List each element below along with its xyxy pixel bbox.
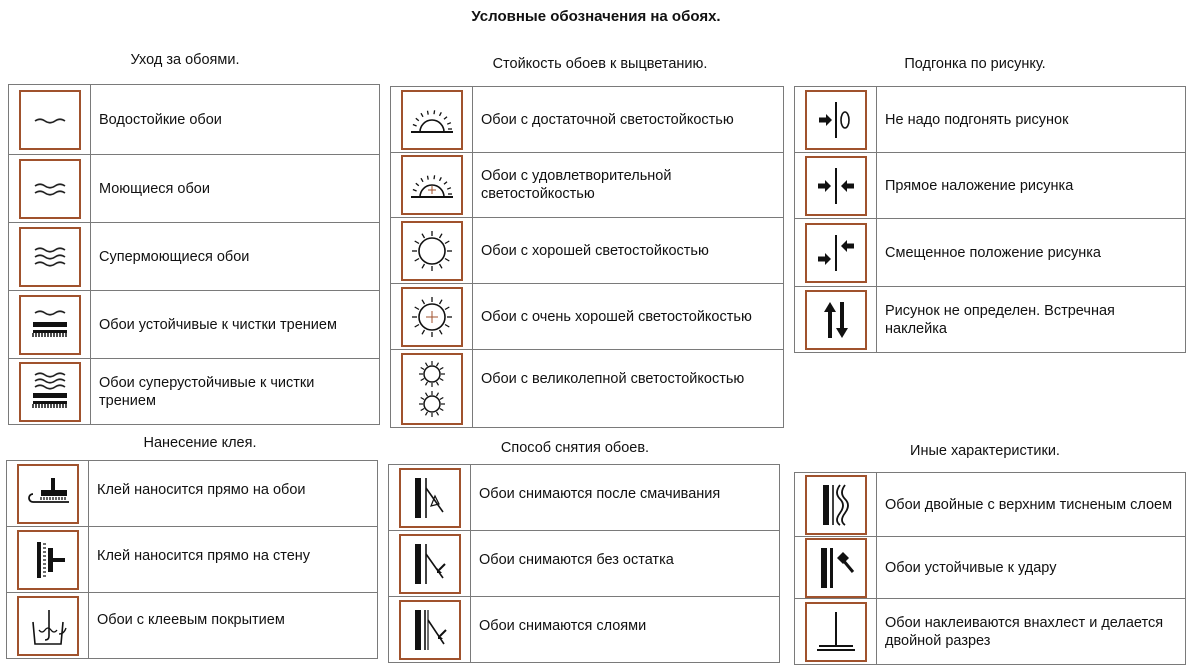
arrow-to-zero-icon — [805, 90, 867, 150]
table-row — [7, 461, 378, 527]
wave-brush-icon — [19, 295, 81, 355]
removal-table — [388, 464, 780, 663]
care-section-title: Уход за обоями. — [130, 52, 240, 68]
removal-section-title: Способ снятия обоев. — [500, 440, 650, 456]
legend-text: Обои с хорошей светостойкостью — [473, 218, 784, 284]
lightfastness-table — [390, 86, 784, 428]
legend-text: Водостойкие обои — [91, 85, 380, 155]
table-row — [795, 153, 1186, 219]
legend-text: Обои снимаются после смачивания — [471, 465, 780, 531]
single-wave-icon — [19, 90, 81, 150]
table-row — [9, 155, 380, 223]
lightfastness-section-title: Стойкость обоев к выцветанию. — [492, 56, 708, 72]
glue-on-paper-icon — [17, 464, 79, 524]
clean-peel-icon — [399, 534, 461, 594]
table-row — [795, 473, 1186, 537]
embossed-layer-icon — [805, 475, 867, 535]
legend-text: Обои наклеиваются внахлест и делается двойной разрез — [877, 599, 1186, 665]
table-row — [795, 219, 1186, 287]
legend-text: Обои с удовлетворительной светостойкостью — [473, 153, 784, 218]
legend-text: Обои с клеевым покрытием — [89, 593, 378, 659]
legend-text: Прямое наложение рисунка — [877, 153, 1186, 219]
arrows-meet-icon — [805, 156, 867, 216]
overlap-cut-icon — [805, 602, 867, 662]
arrows-offset-icon — [805, 223, 867, 283]
up-down-arrows-icon — [805, 290, 867, 350]
legend-text: Смещенное положение рисунка — [877, 219, 1186, 287]
table-row — [389, 597, 780, 663]
glue-on-wall-icon — [17, 530, 79, 590]
table-row — [795, 537, 1186, 599]
legend-text: Клей наносится прямо на стену — [89, 527, 378, 593]
table-row — [389, 465, 780, 531]
full-sun-plus-icon — [401, 287, 463, 347]
table-row — [795, 287, 1186, 353]
table-row — [9, 223, 380, 291]
legend-text: Обои с достаточной светостойкостью — [473, 87, 784, 153]
legend-text: Обои снимаются слоями — [471, 597, 780, 663]
table-row — [389, 531, 780, 597]
table-row — [391, 350, 784, 428]
legend-text: Обои снимаются без остатка — [471, 531, 780, 597]
table-row — [391, 218, 784, 284]
half-sun-plus-icon — [401, 155, 463, 215]
full-sun-icon — [401, 221, 463, 281]
table-row — [9, 359, 380, 425]
legend-text: Обои с очень хорошей светостойкостью — [473, 284, 784, 350]
triple-wave-brush-icon — [19, 362, 81, 422]
half-sun-icon — [401, 90, 463, 150]
pattern-table — [794, 86, 1186, 353]
pattern-section-title: Подгонка по рисунку. — [904, 56, 1046, 72]
page-title: Условные обозначения на обоях. — [471, 8, 721, 25]
layer-peel-icon — [399, 600, 461, 660]
legend-text: Не надо подгонять рисунок — [877, 87, 1186, 153]
wet-peel-icon — [399, 468, 461, 528]
table-row — [795, 87, 1186, 153]
legend-text: Клей наносится прямо на обои — [89, 461, 378, 527]
table-row — [7, 593, 378, 659]
other-table — [794, 472, 1186, 665]
double-sun-icon — [401, 353, 463, 425]
hammer-icon — [805, 538, 867, 598]
legend-text: Супермоющиеся обои — [91, 223, 380, 291]
legend-text: Моющиеся обои — [91, 155, 380, 223]
table-row — [795, 599, 1186, 665]
glue-section-title: Нанесение клея. — [143, 435, 257, 451]
table-row — [9, 291, 380, 359]
glue-bucket-icon — [17, 596, 79, 656]
triple-wave-icon — [19, 227, 81, 287]
legend-text: Обои двойные с верхним тисненым слоем — [877, 473, 1186, 537]
legend-text: Обои с великолепной светостойкостью — [473, 350, 784, 428]
other-section-title: Иные характеристики. — [910, 443, 1060, 459]
legend-text: Обои устойчивые к чистки трением — [91, 291, 380, 359]
table-row — [391, 87, 784, 153]
glue-table — [6, 460, 378, 659]
table-row — [9, 85, 380, 155]
care-table — [8, 84, 380, 425]
table-row — [391, 284, 784, 350]
legend-text: Обои суперустойчивые к чистки трением — [91, 359, 380, 425]
legend-text: Обои устойчивые к удару — [877, 537, 1186, 599]
legend-text: Рисунок не определен. Встречная наклейка — [877, 287, 1186, 353]
table-row — [7, 527, 378, 593]
table-row — [391, 153, 784, 218]
double-wave-icon — [19, 159, 81, 219]
